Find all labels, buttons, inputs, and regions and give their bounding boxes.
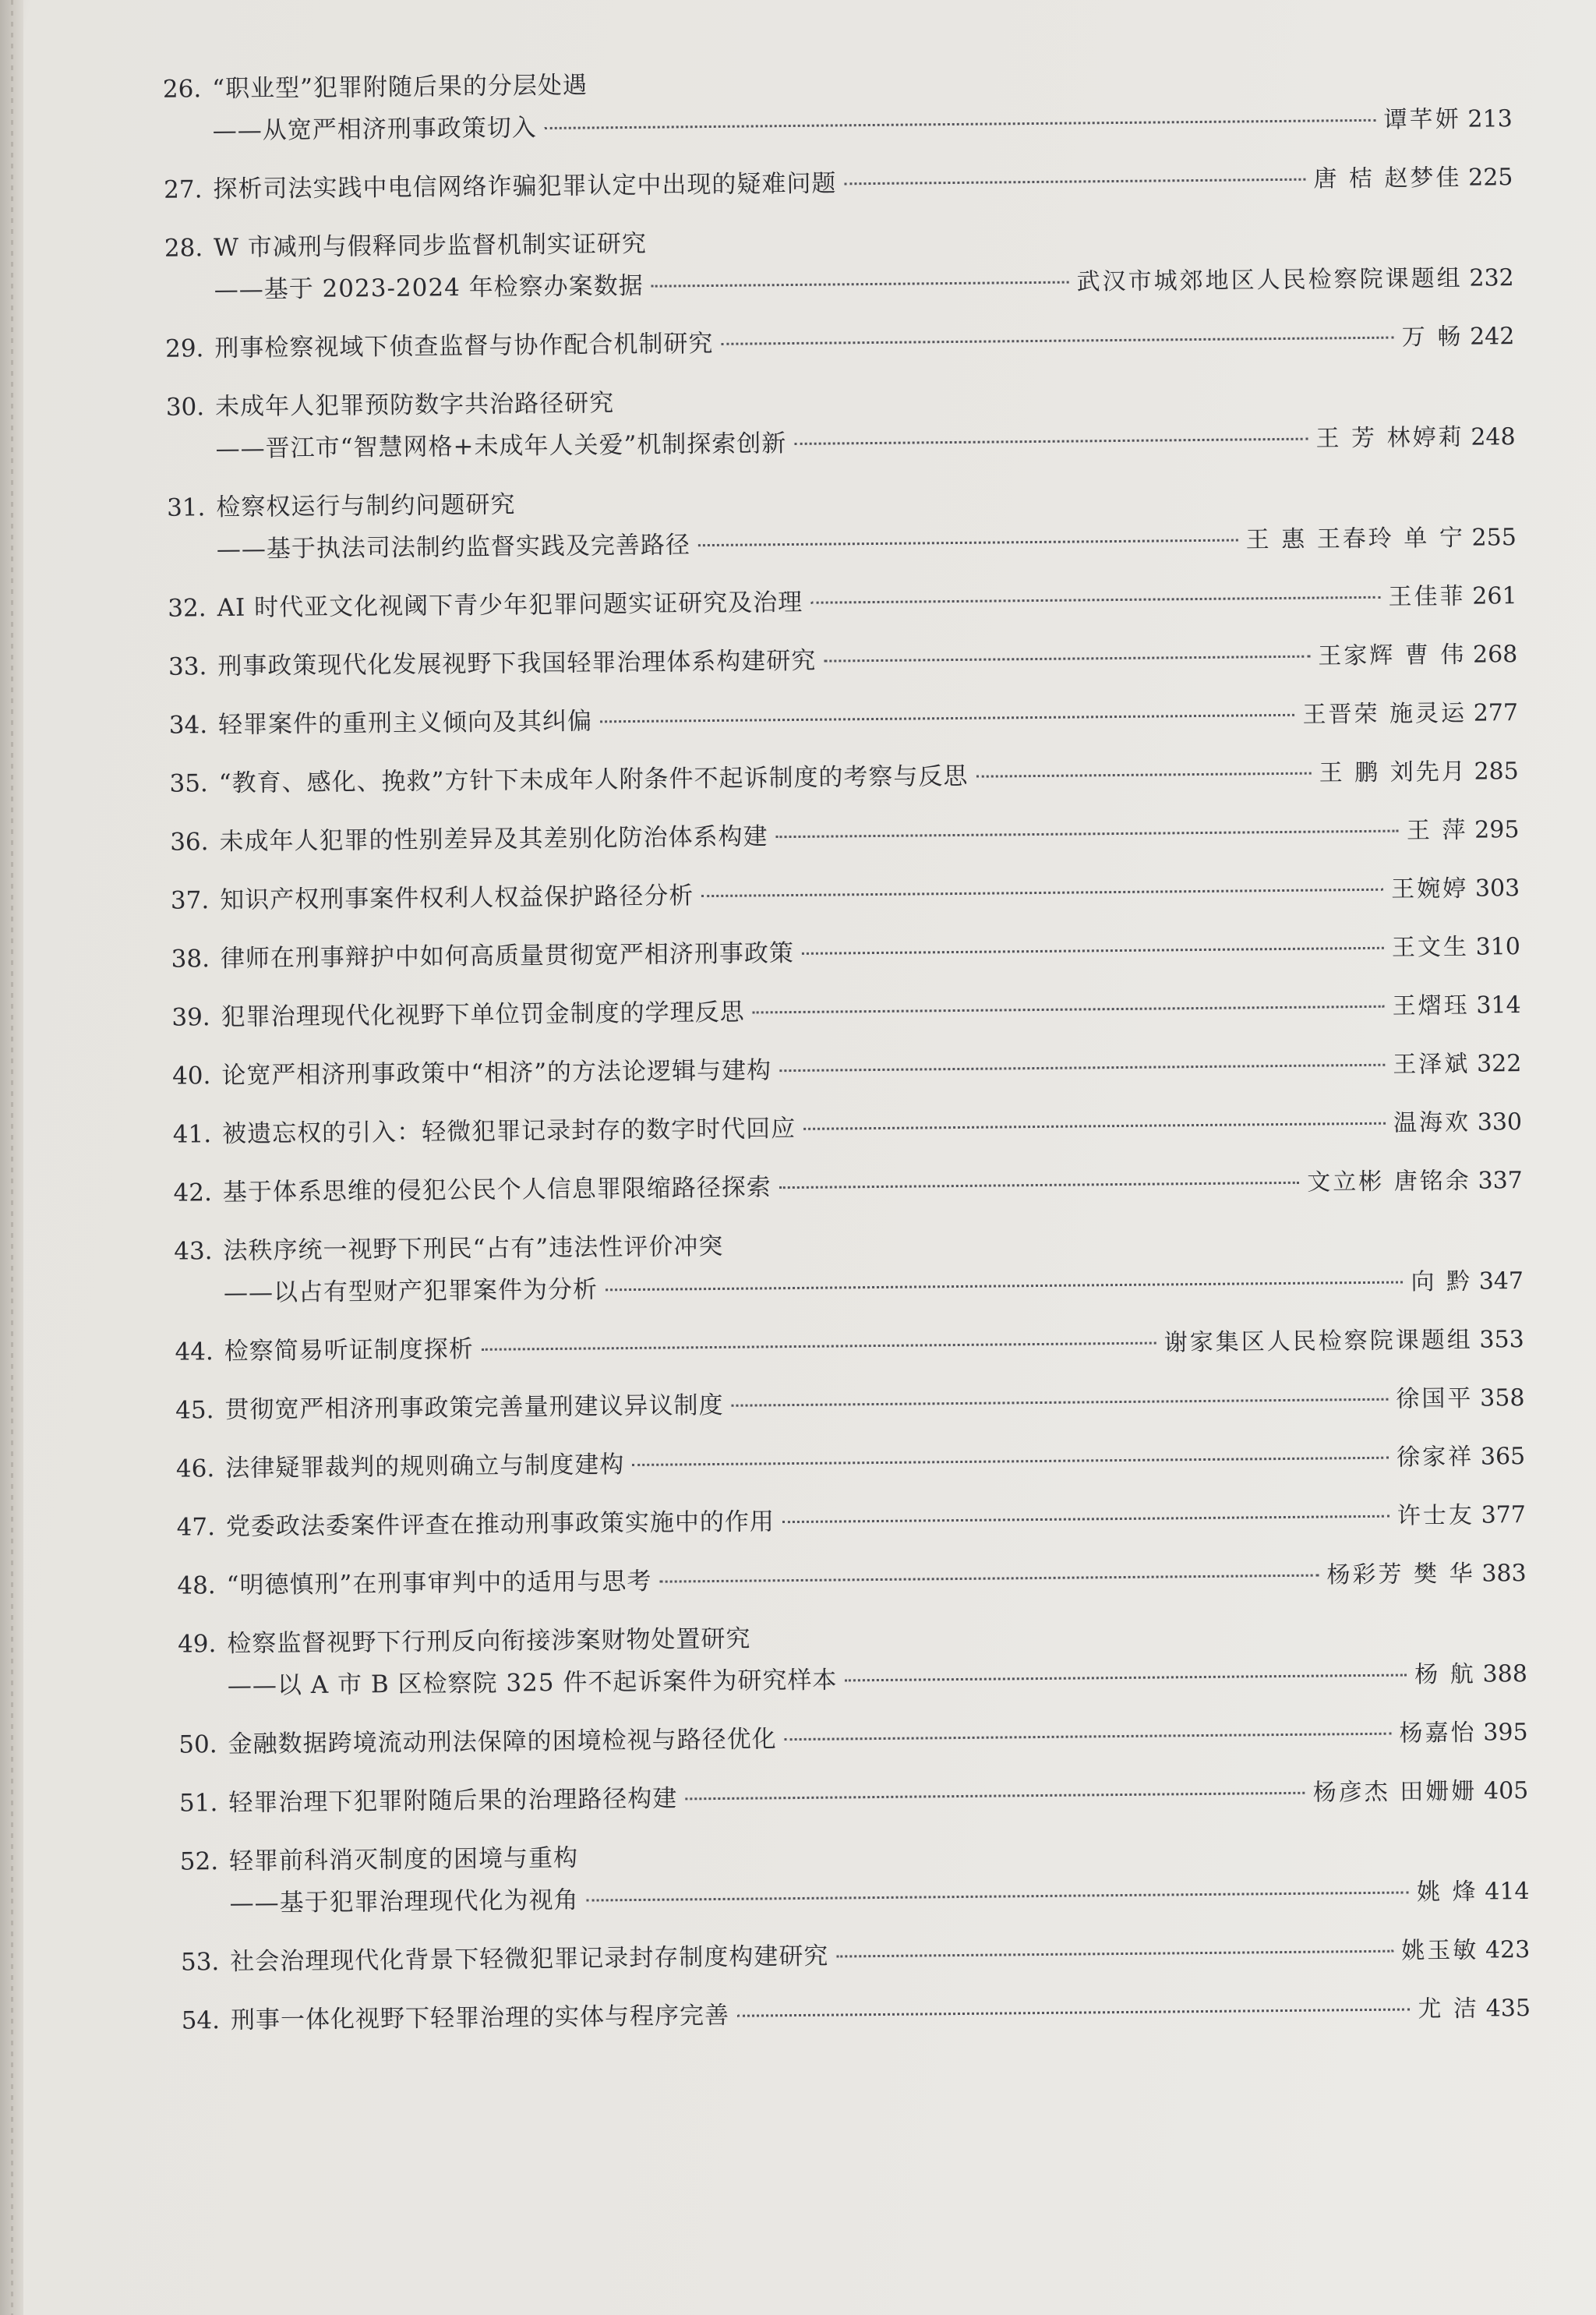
dot-leader	[651, 281, 1069, 288]
dot-leader	[632, 1457, 1389, 1466]
entry-author: 杨嘉怡	[1399, 1719, 1477, 1748]
entry-title: 刑事一体化视野下轻罪治理的实体与程序完善	[230, 2001, 730, 2035]
entry-title: 检察权运行与制约问题研究	[216, 490, 516, 522]
entry-title: 法秩序统一视野下刑民“占有”违法性评价冲突	[223, 1232, 724, 1266]
entry-number: 31.	[166, 493, 206, 522]
toc-entry	[144, 474, 1517, 571]
dot-leader	[775, 830, 1398, 839]
dot-leader	[779, 1182, 1299, 1189]
toc-line	[143, 315, 1514, 370]
entry-author: 王文生	[1391, 933, 1470, 962]
toc-line	[151, 1159, 1523, 1214]
entry-number: 28.	[164, 234, 203, 263]
entry-number: 46.	[175, 1454, 215, 1483]
entry-page-number: 365	[1480, 1443, 1526, 1471]
entry-subtitle: ——晋江市“智慧网格+未成年人关爱”机制探索创新	[215, 429, 787, 464]
book-spine-shadow	[0, 0, 23, 2315]
entry-number: 38.	[171, 945, 210, 974]
entry-title: 被遗忘权的引入：轻微犯罪记录封存的数字时代回应	[221, 1114, 796, 1149]
entry-number: 48.	[177, 1571, 216, 1600]
toc-entry	[147, 750, 1519, 805]
dot-leader	[753, 1006, 1385, 1014]
dot-leader	[587, 1891, 1409, 1901]
entry-number: 37.	[170, 886, 210, 915]
toc-line	[154, 1493, 1526, 1549]
toc-line	[154, 1552, 1526, 1607]
entry-title: “明德慎刑”在刑事审判中的适用与思考	[226, 1567, 652, 1600]
entry-page-number: 358	[1480, 1384, 1525, 1412]
entry-title: 未成年人犯罪预防数字共治路径研究	[214, 389, 615, 422]
dot-leader	[802, 947, 1384, 955]
dot-leader	[794, 438, 1308, 445]
dot-leader	[803, 1122, 1386, 1130]
entry-author: 徐家祥	[1396, 1443, 1474, 1472]
toc-line	[145, 574, 1517, 630]
dot-leader	[606, 1281, 1403, 1292]
entry-title: 刑事检察视域下侦查监督与协作配合机制研究	[214, 329, 714, 363]
entry-page-number: 405	[1483, 1777, 1529, 1805]
toc-entry	[149, 925, 1520, 981]
entry-author: 尤 洁	[1418, 1995, 1480, 2023]
toc-entry	[148, 867, 1520, 922]
toc-line	[154, 1435, 1525, 1490]
entry-author: 徐国平	[1396, 1384, 1474, 1413]
entry-number: 30.	[165, 393, 205, 422]
entry-title: 轻罪前科消灭制度的困境与重构	[228, 1843, 579, 1876]
entry-author: 向 黔	[1411, 1267, 1473, 1296]
entry-number: 34.	[168, 711, 208, 740]
dot-leader	[785, 1733, 1392, 1741]
entry-author: 姚玉敏	[1401, 1936, 1479, 1965]
entry-title: 犯罪治理现代化视野下单位罚金制度的学理反思	[221, 998, 745, 1032]
toc-entry	[143, 373, 1516, 471]
toc-line	[153, 1318, 1524, 1373]
entry-author: 王晋荣 施灵运	[1302, 699, 1467, 729]
toc-entry	[142, 214, 1514, 312]
entry-title: 轻罪案件的重刑主义倾向及其纠偏	[217, 707, 593, 740]
toc-line	[149, 984, 1520, 1039]
entry-number: 41.	[172, 1120, 212, 1149]
entry-number: 40.	[171, 1062, 211, 1090]
entry-title: 社会治理现代化背景下轻微犯罪记录封存制度构建研究	[230, 1942, 829, 1977]
entry-author: 谭芊妍	[1383, 105, 1461, 134]
entry-author: 王熠珏	[1392, 991, 1470, 1020]
toc-entry	[140, 55, 1513, 153]
entry-subtitle: ——基于执法司法制约监督实践及完善路径	[216, 531, 691, 564]
toc-entry	[147, 808, 1519, 864]
toc-entry	[143, 315, 1514, 370]
toc-entry	[157, 1828, 1530, 1925]
toc-entry	[153, 1318, 1524, 1373]
entry-page-number: 337	[1478, 1167, 1523, 1195]
entry-number: 43.	[174, 1237, 213, 1266]
entry-page-number: 423	[1485, 1935, 1531, 1964]
entry-title: 检察监督视野下行刑反向衔接涉案财物处置研究	[227, 1624, 751, 1659]
entry-subtitle: ——基于犯罪治理现代化为视角	[229, 1886, 579, 1918]
entry-title: 检察简易听证制度探析	[224, 1334, 474, 1366]
dot-leader	[737, 2008, 1410, 2016]
toc-entry	[154, 1552, 1526, 1607]
toc-line	[153, 1377, 1524, 1432]
entry-title: 探析司法实践中电信网络诈骗犯罪认定中出现的疑难问题	[213, 169, 837, 204]
entry-number: 29.	[164, 334, 204, 363]
toc-line	[148, 867, 1520, 922]
entry-author: 杨 航	[1414, 1660, 1477, 1689]
entry-page-number: 314	[1476, 991, 1521, 1020]
toc-entry	[155, 1610, 1527, 1708]
toc-entry	[154, 1435, 1525, 1490]
entry-author: 姚 烽	[1416, 1878, 1478, 1907]
entry-subtitle: ——从宽严相济刑事政策切入	[212, 114, 537, 146]
toc-entry	[157, 1769, 1528, 1825]
toc-entry	[150, 1042, 1521, 1097]
toc-line	[146, 633, 1517, 688]
entry-number: 53.	[180, 1948, 220, 1977]
entry-author: 武汉市城郊地区人民检察院课题组	[1076, 264, 1463, 296]
entry-page-number: 353	[1479, 1326, 1524, 1354]
entry-subtitle: ——基于 2023-2024 年检察办案数据	[214, 271, 644, 305]
dot-leader	[698, 539, 1238, 547]
entry-page-number: 303	[1474, 875, 1520, 903]
toc-line	[150, 1042, 1521, 1097]
toc-entry	[159, 1987, 1531, 2042]
table-of-contents	[140, 55, 1531, 2059]
entry-page-number: 395	[1483, 1719, 1528, 1747]
entry-title: AI 时代亚文化视阈下青少年犯罪问题实证研究及治理	[217, 588, 803, 623]
entry-author: 王家辉 曹 伟	[1318, 641, 1467, 670]
entry-author: 王 萍	[1406, 816, 1468, 845]
entry-page-number: 347	[1478, 1267, 1524, 1295]
entry-author: 杨彩芳 樊 华	[1326, 1560, 1475, 1589]
entry-number: 49.	[177, 1630, 217, 1659]
toc-entry	[153, 1377, 1524, 1432]
toc-entry	[149, 984, 1520, 1039]
toc-entry	[156, 1711, 1527, 1766]
entry-number: 50.	[178, 1730, 217, 1759]
entry-page-number: 213	[1467, 105, 1513, 133]
entry-page-number: 414	[1485, 1877, 1530, 1906]
dot-leader	[845, 1674, 1407, 1681]
entry-subtitle: ——以占有型财产犯罪案件为分析	[223, 1275, 598, 1308]
entry-page-number: 322	[1476, 1050, 1522, 1078]
entry-number: 45.	[175, 1396, 214, 1425]
dot-leader	[701, 889, 1383, 897]
toc-entry	[158, 1928, 1530, 1984]
toc-entry	[141, 156, 1513, 211]
entry-author: 文立彬 唐铭余	[1307, 1167, 1471, 1196]
toc-entry	[147, 691, 1518, 747]
entry-number: 27.	[164, 175, 203, 204]
toc-entry	[151, 1159, 1523, 1214]
entry-author: 万 畅	[1401, 323, 1464, 352]
spine-binding	[11, 0, 13, 2315]
entry-number: 39.	[171, 1003, 210, 1032]
entry-author: 许士友	[1396, 1501, 1475, 1530]
entry-page-number: 330	[1477, 1108, 1523, 1136]
entry-page-number: 310	[1475, 933, 1521, 961]
dot-leader	[659, 1575, 1319, 1583]
dot-leader	[824, 656, 1310, 663]
dot-leader	[545, 119, 1376, 129]
dot-leader	[836, 1950, 1393, 1958]
entry-title: 律师在刑事辩护中如何高质量贯彻宽严相济刑事政策	[220, 939, 795, 974]
entry-number: 32.	[168, 594, 207, 623]
entry-title: 轻罪治理下犯罪附随后果的治理路径构建	[228, 1784, 678, 1818]
entry-author: 王 鹏 刘先月	[1319, 758, 1467, 787]
dot-leader	[810, 596, 1380, 604]
entry-number: 54.	[181, 2006, 221, 2035]
toc-entry	[150, 1101, 1522, 1156]
entry-title: 法律疑罪裁判的规则确立与制度建构	[225, 1451, 625, 1483]
entry-author: 唐 桔 赵梦佳	[1313, 164, 1462, 193]
entry-title: W 市减刑与假释同步监督机制实证研究	[214, 229, 648, 263]
entry-page-number: 255	[1471, 524, 1517, 552]
entry-author: 王 惠 王春玲 单 宁	[1245, 524, 1466, 554]
toc-line	[156, 1711, 1527, 1766]
dot-leader	[731, 1398, 1388, 1407]
toc-line	[158, 1928, 1530, 1984]
entry-number: 47.	[176, 1513, 216, 1542]
dot-leader	[721, 337, 1393, 345]
entry-title: 知识产权刑事案件权利人权益保护路径分析	[220, 882, 694, 915]
entry-author: 温海欢	[1393, 1108, 1471, 1137]
toc-line	[157, 1769, 1528, 1825]
entry-author: 王佳菲	[1388, 582, 1466, 611]
toc-line	[147, 750, 1519, 805]
toc-entry	[146, 633, 1517, 688]
dot-leader	[779, 1064, 1385, 1072]
dot-leader	[685, 1792, 1305, 1801]
entry-title: “职业型”犯罪附随后果的分层处遇	[212, 71, 588, 104]
entry-author: 谢家集区人民检察院课题组	[1163, 1326, 1473, 1357]
entry-author: 杨彦杰 田姗姗	[1312, 1777, 1478, 1807]
entry-page-number: 277	[1473, 699, 1519, 727]
entry-number: 36.	[170, 828, 209, 857]
entry-page-number: 285	[1474, 758, 1519, 786]
toc-line	[147, 808, 1519, 864]
toc-line	[141, 156, 1513, 211]
entry-author: 王 芳 林婷莉	[1315, 423, 1464, 453]
entry-title: 论宽严相济刑事政策中“相济”的方法论逻辑与建构	[221, 1056, 772, 1090]
entry-number: 52.	[179, 1847, 219, 1876]
entry-page-number: 388	[1482, 1660, 1528, 1688]
entry-number: 44.	[175, 1338, 214, 1366]
entry-page-number: 295	[1474, 816, 1520, 844]
dot-leader	[782, 1515, 1389, 1523]
toc-line	[147, 691, 1518, 747]
entry-page-number: 268	[1472, 641, 1518, 669]
entry-page-number: 232	[1469, 264, 1514, 292]
entry-page-number: 383	[1481, 1560, 1527, 1588]
entry-number: 33.	[168, 652, 207, 681]
entry-title: 刑事政策现代化发展视野下我国轻罪治理体系构建研究	[217, 646, 817, 681]
toc-line	[150, 1101, 1522, 1156]
dot-leader	[482, 1342, 1156, 1351]
toc-line	[159, 1987, 1531, 2042]
entry-page-number: 377	[1481, 1501, 1527, 1529]
entry-page-number: 242	[1469, 323, 1515, 351]
entry-title: 贯彻宽严相济刑事政策完善量刑建议异议制度	[224, 1391, 724, 1425]
dot-leader	[600, 714, 1294, 723]
toc-entry	[145, 574, 1517, 630]
entry-number: 26.	[162, 75, 202, 104]
entry-page-number: 248	[1471, 423, 1516, 451]
entry-author: 王泽斌	[1393, 1050, 1471, 1079]
entry-number: 42.	[173, 1179, 213, 1207]
entry-author: 王婉婷	[1391, 875, 1469, 903]
toc-line	[149, 925, 1520, 981]
entry-page-number: 435	[1485, 1994, 1531, 2023]
dot-leader	[844, 178, 1305, 186]
entry-title: 未成年人犯罪的性别差异及其差别化防治体系构建	[219, 822, 768, 857]
entry-title: “教育、感化、挽救”方针下未成年人附条件不起诉制度的考察与反思	[218, 762, 969, 798]
toc-entry	[151, 1218, 1524, 1315]
entry-number: 51.	[178, 1789, 218, 1818]
entry-page-number: 225	[1467, 164, 1513, 192]
entry-number: 35.	[169, 769, 208, 798]
entry-page-number: 261	[1472, 582, 1517, 610]
dot-leader	[976, 772, 1311, 778]
entry-title: 金融数据跨境流动刑法保障的困境检视与路径优化	[228, 1725, 777, 1759]
toc-entry	[154, 1493, 1526, 1549]
entry-title: 基于体系思维的侵犯公民个人信息罪限缩路径探索	[222, 1173, 772, 1207]
entry-title: 党委政法委案件评查在推动刑事政策实施中的作用	[225, 1507, 775, 1542]
entry-subtitle: ——以 A 市 B 区检察院 325 件不起诉案件为研究样本	[227, 1666, 838, 1701]
